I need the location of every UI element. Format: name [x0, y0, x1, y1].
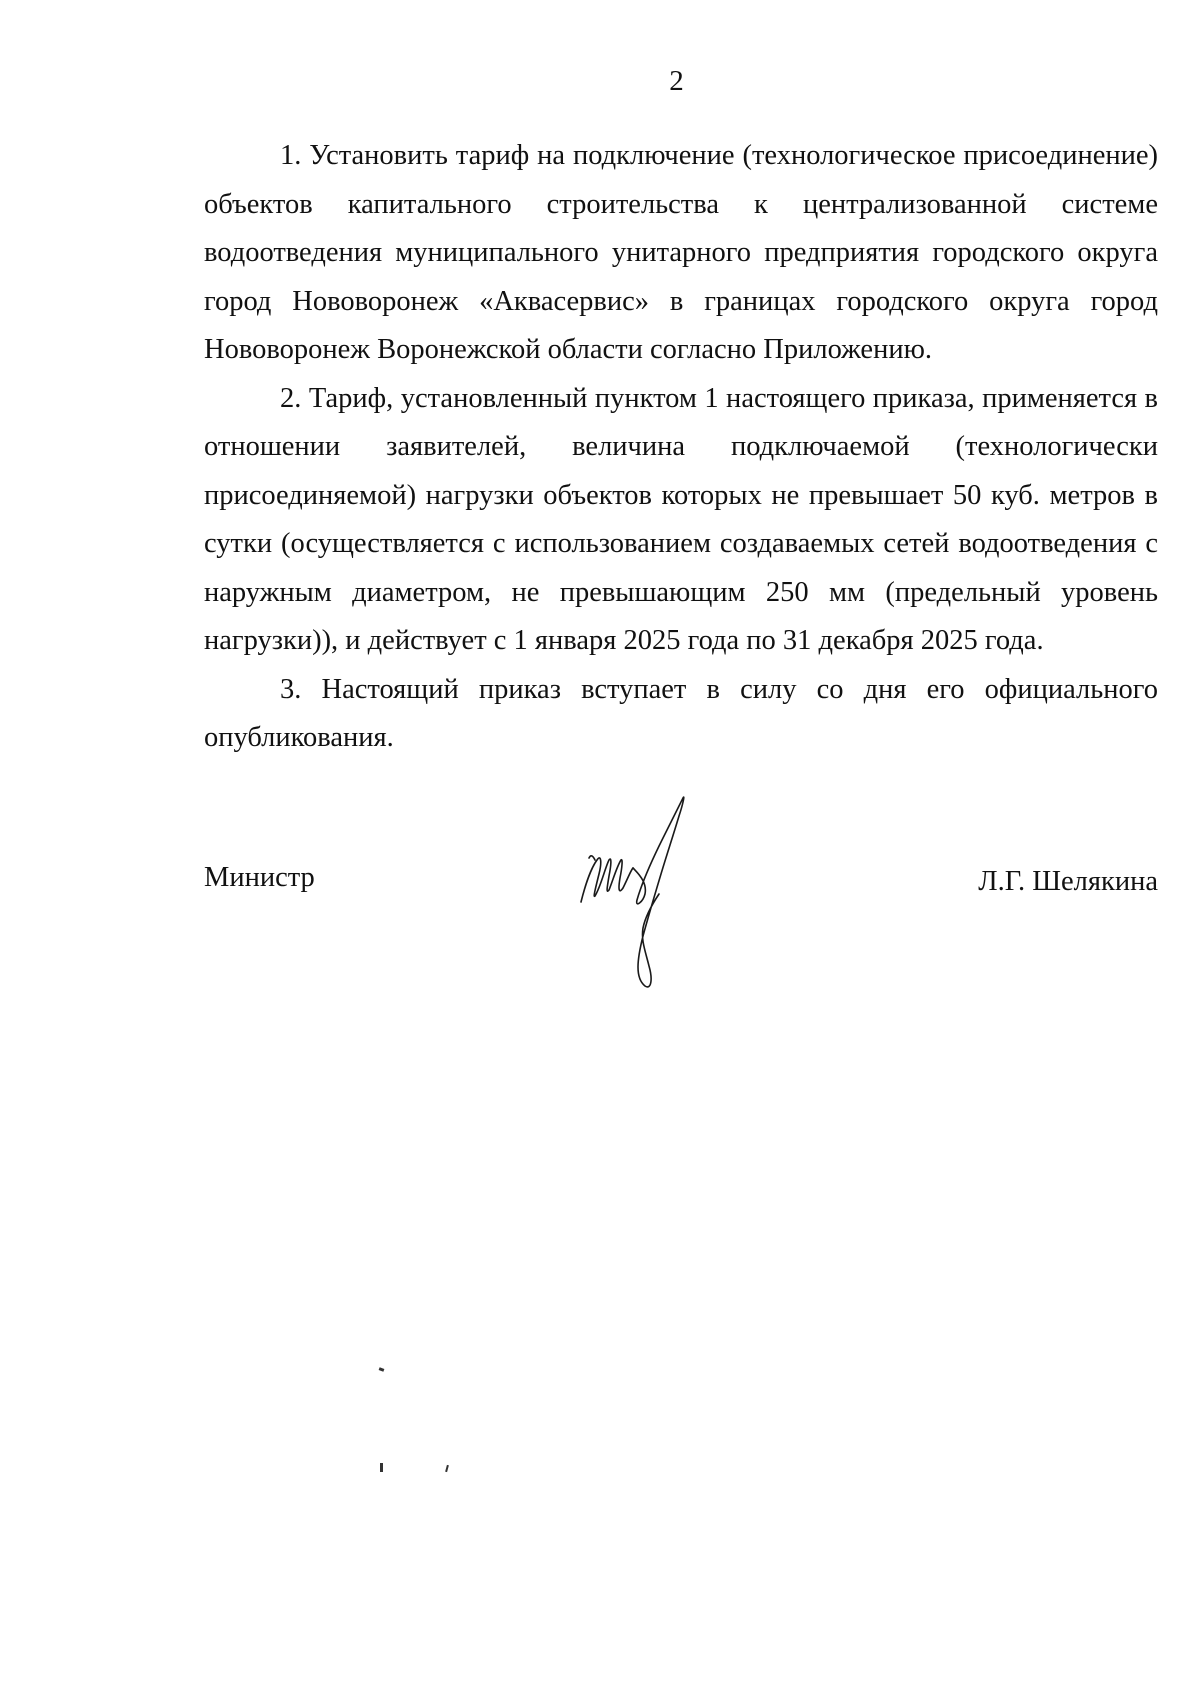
scan-speck [379, 1367, 385, 1372]
signer-name: Л.Г. Шелякина [978, 866, 1158, 897]
document-body [204, 132, 1158, 763]
handwritten-signature [575, 790, 695, 990]
paragraph-3: 3. Настоящий приказ вступает в силу со дня его официального опубликования. [204, 673, 1158, 753]
paragraph-2: 2. Тариф, установленный пунктом 1 настоящего приказа, применяется в отношении заявителей, величина подключаемой (технологически присоединяемой) нагрузки объектов которых не превышает 50 куб. метров в сутки (осуществляется с использованием создаваемых сетей водоотведения с наружным диаметром, не превышающим 250 мм (предельный уровень нагрузки)), и действует с 1 января 2025 года по 31 декабря 2025 года. [204, 382, 1158, 656]
scan-speck [380, 1463, 383, 1472]
page-number: 2 [669, 65, 684, 97]
signer-title: Министр [204, 862, 315, 893]
scan-speck [445, 1465, 449, 1472]
paragraph-1: 1. Установить тариф на подключение (технологическое присоединение) объектов капитального строительства к централизованной системе водоотведения муниципального унитарного предприятия городского округа город Нововоронеж «Аквасервис» в границах городского округа город Нововоронеж Воронежской области согласно Приложению. [204, 140, 1158, 365]
